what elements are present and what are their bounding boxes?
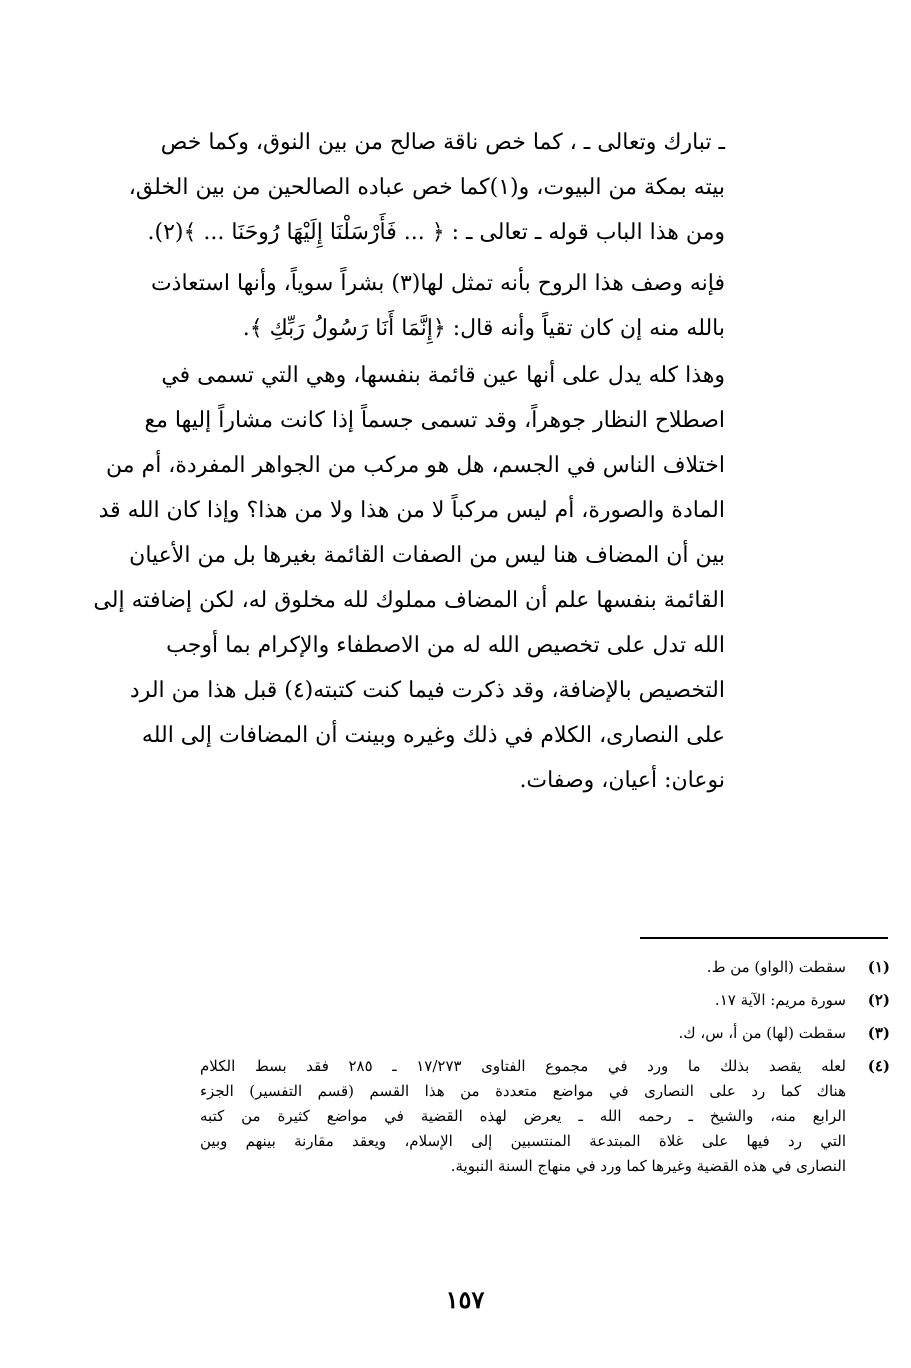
paragraph [93, 353, 725, 803]
footnote-line: سقطت (الواو) من ط. [706, 958, 846, 976]
footnote-number: (٤) [867, 1057, 890, 1075]
footnote-number: (٣) [867, 1024, 890, 1042]
footnote [200, 988, 890, 1013]
text-line: بين أن المضاف هنا ليس من الصفات القائمة بغيرها بل من الأعيان [129, 543, 725, 568]
text-line: نوعان: أعيان، وصفات. [519, 768, 725, 793]
footnote-line: هناك كما رد على النصارى في مواضع متعددة من هذا القسم (قسم التفسير) الجزء [200, 1082, 846, 1100]
footnote [200, 1021, 890, 1046]
paragraph [150, 261, 725, 351]
main-text [93, 120, 725, 803]
text-line: بيته بمكة من البيوت، و(١)كما خص عباده الصالحين من بين الخلق، [128, 175, 725, 200]
text-line: فإنه وصف هذا الروح بأنه تمثل لها(٣) بشراً سوياً، وأنها استعاذت [150, 271, 725, 296]
text-line: ومن هذا الباب قوله ـ تعالى ـ : ﴿ ... فَأَرْسَلْنَا إِلَيْهَا رُوحَنَا ... ﴾(٢). [147, 220, 725, 245]
footnote-line: التي رد فيها على غلاة المبتدعة المنتسبين إلى الإسلام، ويعقد مقارنة بينهم وبين [200, 1132, 846, 1150]
footnote-line: سورة مريم: الآية ١٧. [714, 991, 846, 1009]
page-number: ١٥٧ [445, 1285, 485, 1314]
text-line: اصطلاح النظار جوهراً، وقد تسمى جسماً إذا كانت مشاراً إليها مع [144, 408, 725, 433]
text-line: وهذا كله يدل على أنها عين قائمة بنفسها، وهي التي تسمى في [161, 363, 725, 388]
text-line: القائمة بنفسها علم أن المضاف مملوك لله مخلوق له، لكن إضافته إلى [93, 588, 725, 613]
text-line: على النصارى، الكلام في ذلك وغيره وبينت أن المضافات إلى الله [141, 723, 725, 748]
text-line: الله تدل على تخصيص الله له من الاصطفاء والإكرام بما أوجب [166, 633, 725, 658]
footnote-line: النصارى في هذه القضية وغيرها كما ورد في منهاج السنة النبوية. [450, 1157, 846, 1175]
text-line: المادة والصورة، أم ليس مركباً لا من هذا ولا من هذا؟ وإذا كان الله قد [98, 498, 725, 523]
text-line: ـ تبارك وتعالى ـ ، كما خص ناقة صالح من بين النوق، وكما خص [160, 130, 725, 155]
footnotes [200, 955, 890, 1187]
text-line: بالله منه إن كان تقياً وأنه قال: ﴿إِنَّمَا أَنَا رَسُولُ رَبِّكِ ﴾. [242, 316, 725, 341]
text-line: التخصيص بالإضافة، وقد ذكرت فيما كنت كتبته(٤) قبل هذا من الرد [129, 678, 725, 703]
footnote-number: (١) [867, 958, 890, 976]
footnote-number: (٢) [867, 991, 890, 1009]
footnote [200, 955, 890, 980]
footnote-line: لعله يقصد بذلك ما ورد في مجموع الفتاوى ١٧/٢٧٣ ـ ٢٨٥ فقد بسط الكلام [200, 1057, 846, 1075]
footnote [200, 1054, 890, 1179]
text-line: اختلاف الناس في الجسم، هل هو مركب من الجواهر المفردة، أم من [106, 453, 725, 478]
footnote-separator [640, 937, 888, 939]
paragraph [128, 120, 725, 255]
footnote-line: سقطت (لها) من أ، س، ك. [678, 1024, 846, 1042]
footnote-line: الرابع منه، والشيخ ـ رحمه الله ـ يعرض لهذه القضية في مواضع كثيرة من كتبه [200, 1107, 846, 1125]
